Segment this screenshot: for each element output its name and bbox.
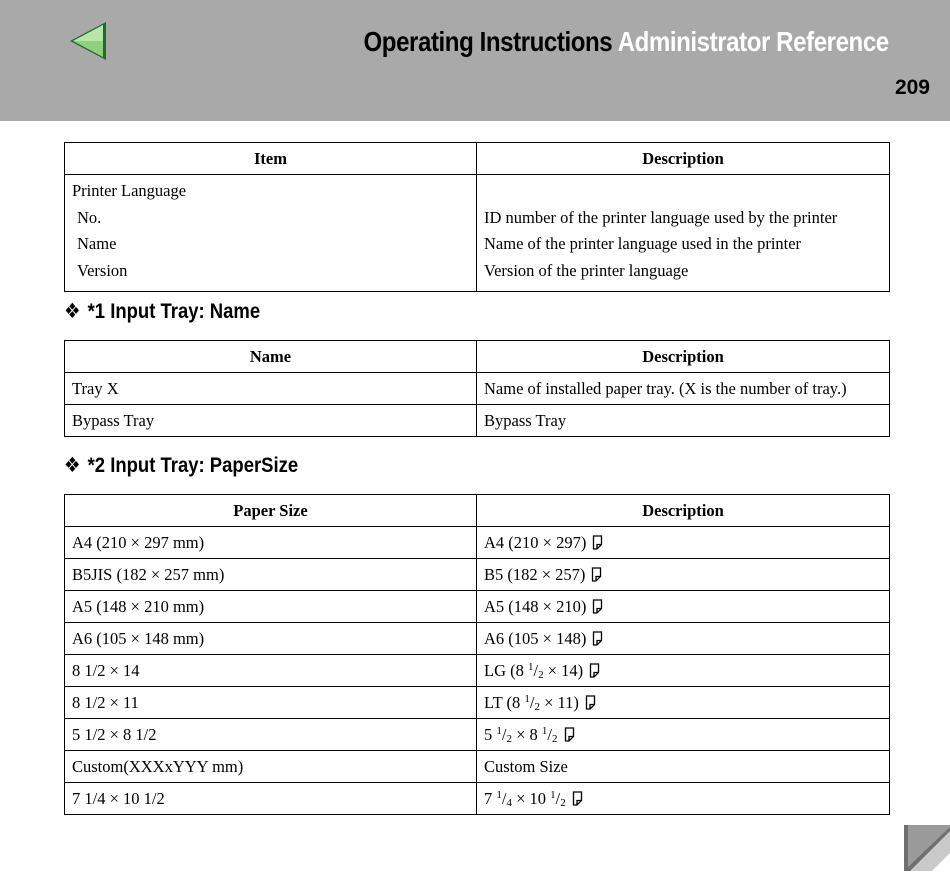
table-row	[65, 527, 890, 559]
paper-size-cell: B5JIS (182 × 257 mm)	[65, 559, 477, 591]
fraction-numerator: 1	[541, 724, 548, 737]
description-cell: Bypass Tray	[477, 405, 890, 437]
column-header-item: Item	[65, 143, 477, 175]
description-cell: 5 $^1/_2 \times 8$ $^1/_2$	[477, 719, 890, 751]
table-row	[65, 559, 890, 591]
section-heading-input-tray-name	[64, 299, 260, 324]
portrait-paper-icon	[592, 535, 603, 550]
item-label: No.	[77, 207, 102, 227]
column-header-description: Description	[477, 143, 890, 175]
name-cell: Tray X	[65, 373, 477, 405]
fraction-numerator: 1	[496, 788, 502, 801]
description-cell: 7 $^1/_4 \times 10$ $^1/_2$	[477, 783, 890, 815]
table-row	[65, 687, 890, 719]
description-cell	[477, 623, 890, 655]
portrait-paper-icon	[572, 791, 583, 806]
table-row	[65, 405, 890, 437]
diamond-bullet-icon: ❖	[64, 300, 81, 323]
section-title: *1 Input Tray: Name	[87, 300, 261, 323]
fraction-denominator: 2	[506, 732, 512, 745]
fraction-denominator: 2	[538, 668, 544, 681]
table-row	[65, 623, 890, 655]
description-cell: Name of installed paper tray. (X is the number of tray.)	[477, 373, 890, 405]
table-row	[65, 175, 890, 292]
fraction-denominator: 2	[560, 796, 566, 809]
fraction-numerator: 1	[550, 788, 556, 801]
paper-size-table	[64, 494, 890, 815]
table-row	[65, 373, 890, 405]
fraction-denominator: 4	[506, 796, 512, 809]
item-label: Version	[77, 260, 128, 280]
text-part: 5	[484, 724, 497, 744]
input-tray-name-table	[64, 340, 890, 437]
text-part: × 11)	[539, 692, 579, 712]
portrait-paper-icon	[592, 631, 603, 646]
paper-size-cell: 8 1/2 × 11	[65, 687, 477, 719]
text-part: × 8	[511, 724, 542, 744]
document-title	[364, 26, 889, 58]
description-text: ID number of the printer language used by the printer	[484, 207, 838, 227]
text-part: × 10	[511, 788, 551, 808]
item-label: Name	[77, 234, 117, 253]
fraction-numerator: 1	[524, 692, 530, 705]
text-part: LG (8	[484, 660, 528, 680]
portrait-paper-icon	[585, 695, 596, 710]
description-text: Version of the printer language	[484, 260, 689, 280]
description-text: A6 (105 × 148)	[484, 628, 587, 648]
description-cell	[477, 527, 890, 559]
title-sub: Administrator Reference	[617, 26, 889, 57]
page-turn-icon[interactable]	[896, 823, 950, 873]
diamond-bullet-icon: ❖	[64, 454, 81, 477]
portrait-paper-icon	[592, 599, 603, 614]
portrait-paper-icon	[589, 663, 600, 678]
fraction-numerator: 1	[528, 660, 534, 673]
portrait-paper-icon	[591, 567, 602, 582]
column-header-description: Description	[477, 495, 890, 527]
section-heading-input-tray-papersize	[64, 453, 298, 478]
description-cell: LG (8 $^1/_2 \times 14$)	[477, 655, 890, 687]
paper-size-cell: 7 1/4 × 10 1/2	[65, 783, 477, 815]
table-row	[65, 751, 890, 783]
description-text: Name of the printer language used in the printer	[484, 234, 802, 253]
paper-size-cell: A5 (148 × 210 mm)	[65, 591, 477, 623]
printer-language-table	[64, 142, 890, 292]
column-header-description: Description	[477, 341, 890, 373]
section-title: *2 Input Tray: PaperSize	[87, 454, 299, 477]
description-cell: Custom Size	[477, 751, 890, 783]
paper-size-cell: 8 1/2 × 14	[65, 655, 477, 687]
fraction-denominator: 2	[534, 700, 540, 713]
back-arrow-icon[interactable]	[68, 20, 108, 62]
paper-size-cell: Custom(XXXxYYY mm)	[65, 751, 477, 783]
paper-size-cell: 5 1/2 × 8 1/2	[65, 719, 477, 751]
description-cell	[477, 559, 890, 591]
table-row	[65, 783, 890, 815]
column-header-name: Name	[65, 341, 477, 373]
description-cell	[477, 175, 890, 292]
item-cell	[65, 175, 477, 292]
text-part: LT (8	[484, 692, 525, 712]
group-label: Printer Language	[72, 181, 187, 200]
description-text: B5 (182 × 257)	[484, 564, 586, 584]
portrait-paper-icon	[564, 727, 575, 742]
fraction-denominator: 2	[552, 732, 558, 745]
description-cell	[477, 591, 890, 623]
title-main: Operating Instructions	[363, 26, 613, 57]
name-cell: Bypass Tray	[65, 405, 477, 437]
text-part: × 14)	[543, 660, 584, 680]
description-text: A4 (210 × 297)	[484, 532, 587, 552]
description-text: A5 (148 × 210)	[484, 596, 587, 616]
paper-size-cell: A4 (210 × 297 mm)	[65, 527, 477, 559]
text-part: 7	[484, 788, 497, 808]
table-row	[65, 655, 890, 687]
page-header	[0, 0, 950, 121]
table-row	[65, 591, 890, 623]
paper-size-cell: A6 (105 × 148 mm)	[65, 623, 477, 655]
page-number: 209	[894, 76, 930, 99]
table-row	[65, 719, 890, 751]
description-cell: LT (8 $^1/_2 \times 11$)	[477, 687, 890, 719]
column-header-paper-size: Paper Size	[65, 495, 477, 527]
fraction-numerator: 1	[496, 724, 502, 737]
